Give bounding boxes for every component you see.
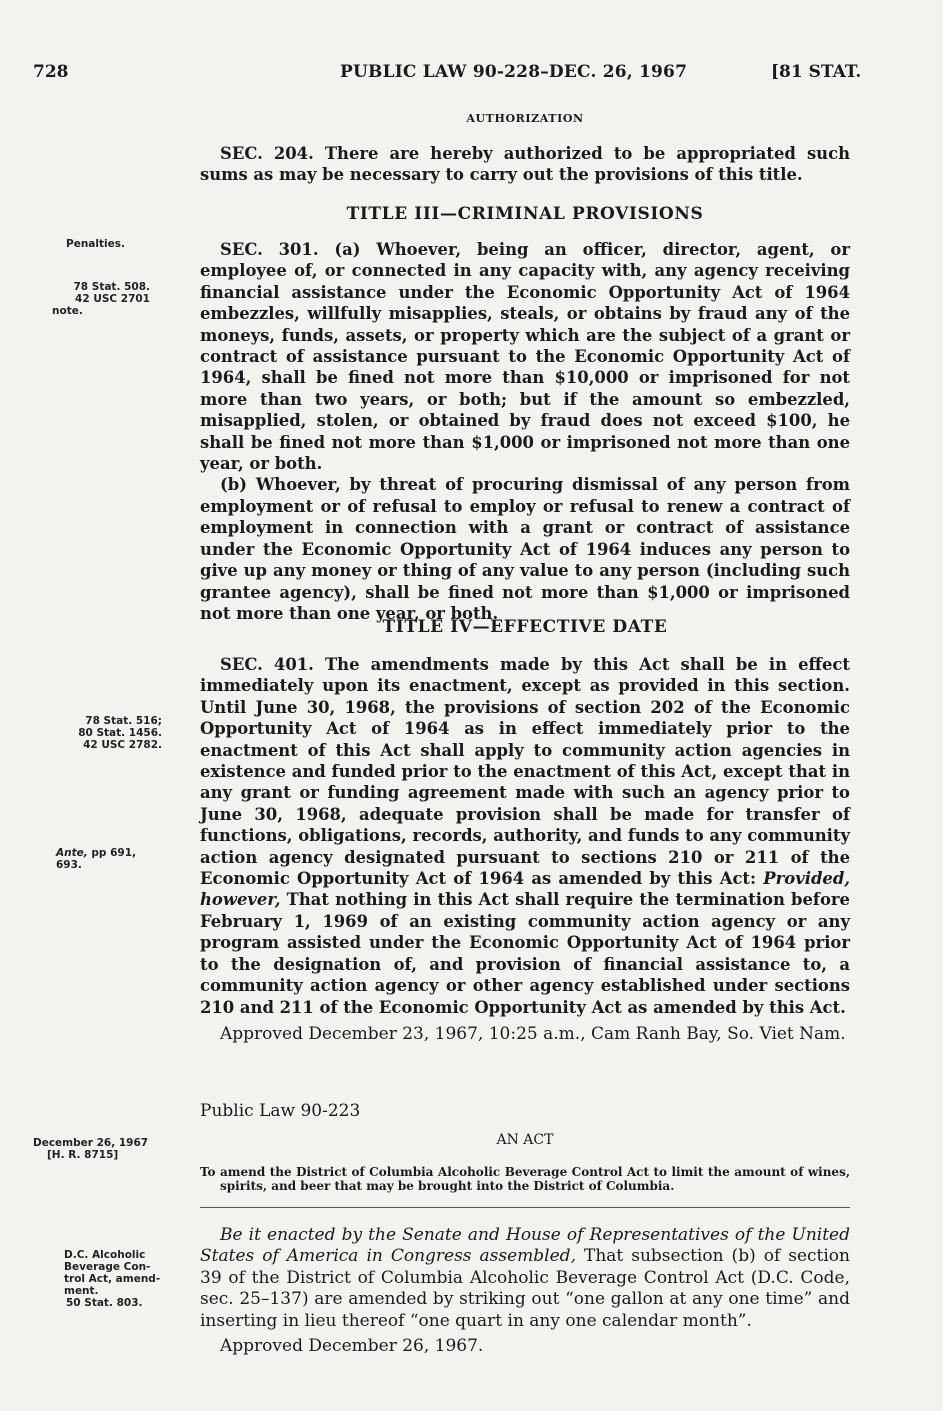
sec-204	[200, 143, 850, 186]
sec-401	[200, 654, 850, 1045]
margin-note-dc	[64, 1249, 204, 1309]
sec-401-part1: SEC. 401. The amendments made by this Act shall be in effect immediately upon its enactment, except as provided in this section. Until June 30, 1968, the provisions of section 202 of the Economic Opportunity Act of 1964 as in effect immediately prior to the enactment of this Act shall apply to community action agencies in existence and funded prior to the enactment of this Act, except that in any grant or funding agreement made with such an agency prior to June 30, 1968, adequate provision shall be made for transfer of functions, obligations, records, authority, and funds to any community action agency designated pursuant to sections 210 or 211 of the Economic Opportunity Act of 1964 as amended by this Act:	[200, 655, 850, 889]
margin-note-text: December 26, 1967	[33, 1137, 149, 1149]
sec-401-part2: That nothing in this Act shall require the termination before February 1, 1969 of an existing community action agency or any program assisted under the Economic Opportunity Act of 1964 prior to the designation of, and provision of financial assistance to, a community action agency or other agency established under sections 210 and 211 of the Economic Opportunity Act as amended by this Act.	[200, 890, 850, 1017]
act-long-title: To amend the District of Columbia Alcoholic Beverage Control Act to limit the amount of wines, spirits, and beer that may be brought into the District of Columbia.	[200, 1165, 850, 1193]
act-body-provision: That subsection (b) of section 39 of the District of Columbia Alcoholic Beverage Control Act (D.C. Code, sec. 25–137) are amended by striking out “one gallon at any one time” and inserting in lieu thereof “one quart in any one calendar month”.	[200, 1246, 850, 1331]
margin-note-date	[33, 1137, 173, 1161]
authorization-heading: AUTHORIZATION	[466, 112, 584, 125]
enacting-clause: Be it enacted by the Senate and House of Representatives of the United States of America in Congress assembled,	[200, 1225, 850, 1267]
sec-301	[200, 239, 850, 624]
page-number: 728	[33, 62, 69, 82]
an-act-heading: AN ACT	[496, 1132, 554, 1148]
margin-note-text: D.C. Alcoholic	[64, 1249, 146, 1261]
margin-note-text: 80 Stat. 1456.	[78, 727, 162, 739]
ante-rest: pp 691,	[87, 847, 136, 859]
margin-note-text: 78 Stat. 508.	[73, 281, 150, 293]
margin-note-cite-2	[40, 715, 162, 751]
margin-note-text: 50 Stat. 803.	[66, 1297, 143, 1309]
law-number: Public Law 90-223	[200, 1101, 361, 1121]
margin-note-cite-1	[40, 281, 150, 317]
sec-401-proviso: Provided, however,	[200, 869, 850, 910]
margin-note-text: trol Act, amend-	[64, 1273, 161, 1285]
sec-401-text	[200, 654, 850, 1018]
authorization-section	[200, 108, 850, 129]
running-title: PUBLIC LAW 90-228–DEC. 26, 1967	[340, 62, 688, 82]
title-3-heading: TITLE III—CRIMINAL PROVISIONS	[346, 204, 704, 224]
margin-note-text: note.	[52, 305, 83, 317]
act-body	[200, 1225, 850, 1357]
act-body-text	[200, 1225, 850, 1332]
title-4-heading-wrap	[200, 617, 850, 638]
approval-note-2: Approved December 26, 1967.	[220, 1336, 484, 1357]
act-title-wrap	[200, 1153, 850, 1205]
margin-note-text: 42 USC 2701	[75, 293, 150, 305]
divider-rule	[200, 1207, 850, 1208]
margin-note-text: ment.	[64, 1285, 99, 1297]
margin-note-text	[56, 847, 196, 859]
law-number-wrap	[200, 1101, 850, 1122]
an-act-wrap	[200, 1130, 850, 1151]
title-3-heading-wrap	[200, 204, 850, 225]
sec-301a-text: SEC. 301. (a) Whoever, being an officer, director, agent, or employee of, or connected in any capacity with, any agency receiving financial assistance under the Economic Opportunity Act of 1964 embezzles, willfully misapplies, steals, or obtains by fraud any of the moneys, funds, assets, or property which are the subject of a grant or contract of assistance pursuant to the Economic Opportunity Act of 1964, shall be fined not more than $10,000 or imprisoned for not more than two years, or both; but if the amount so embezzled, misapplied, stolen, or obtained by fraud does not exceed $100, he shall be fined not more than $1,000 or imprisoned not more than one year, or both.	[200, 240, 850, 474]
sec-301b-text: (b) Whoever, by threat of procuring dismissal of any person from employment or of refusal to employ or refusal to renew a contract of employment in connection with a grant or contract of assistance under the Economic Opportunity Act of 1964 induces any person to give up any money or thing of any value to any person (including such grantee agency), shall be fined not more than $1,000 or imprisoned not more than one year, or both.	[200, 475, 850, 623]
sec-204-text: SEC. 204. There are hereby authorized to be appropriated such sums as may be necessary to carry out the provisions of this title.	[200, 144, 850, 185]
margin-note-text: Penalties.	[66, 238, 125, 250]
approval-note-1: Approved December 23, 1967, 10:25 a.m., Cam Ranh Bay, So. Viet Nam.	[220, 1023, 846, 1044]
margin-note-text: [H. R. 8715]	[47, 1149, 119, 1161]
volume-citation: [81 STAT.	[771, 62, 862, 82]
margin-note-text: Beverage Con-	[64, 1261, 151, 1273]
margin-note-text: 693.	[56, 859, 82, 871]
margin-note-text: 42 USC 2782.	[83, 739, 162, 751]
title-4-heading: TITLE IV—EFFECTIVE DATE	[382, 617, 668, 637]
ante-italic: Ante,	[56, 847, 88, 859]
margin-note-ante	[56, 847, 196, 871]
margin-note-penalties	[48, 238, 188, 250]
margin-note-text: 78 Stat. 516;	[85, 715, 162, 727]
